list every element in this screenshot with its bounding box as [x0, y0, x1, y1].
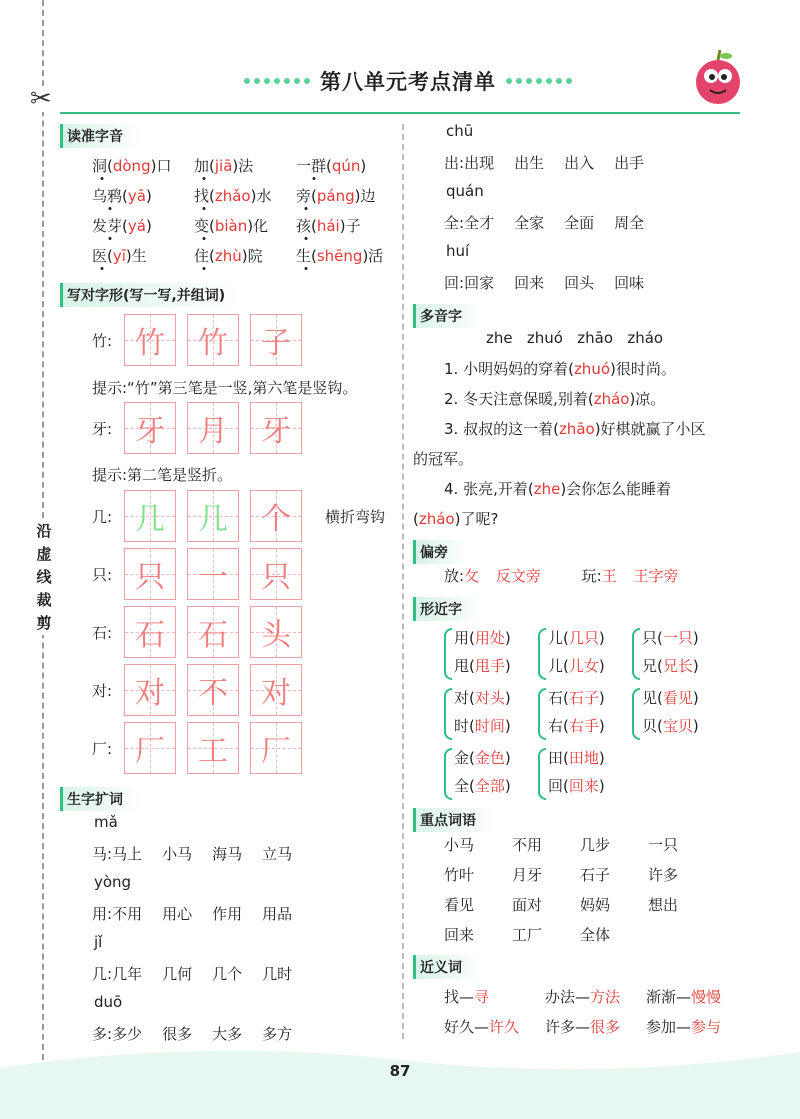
similar-word: 甩手: [474, 657, 505, 675]
writing-label: 几:: [92, 507, 113, 526]
expand-head: 出:: [444, 154, 465, 172]
expand-head: 用:: [92, 905, 113, 923]
expand-pinyin: mǎ: [94, 813, 118, 831]
expand-pinyin: huí: [446, 242, 470, 260]
similar-char: 右: [548, 717, 564, 735]
similar-line: 全(全部): [454, 777, 511, 795]
section-synonym: 近义词: [413, 955, 482, 979]
tian-grid-box: [124, 606, 176, 658]
keyword: 回来: [444, 926, 475, 944]
brace-icon: [444, 628, 452, 680]
reading-word: 一群(: [296, 157, 332, 175]
brace-icon: [538, 748, 546, 800]
cut-note: 沿虚线裁剪: [34, 520, 54, 635]
expand-head: 几:: [92, 965, 113, 983]
expand-row: [444, 272, 664, 293]
section-poly: 多音字: [413, 304, 482, 328]
synonym-pair: 渐渐—慢慢: [646, 988, 722, 1006]
apple-mascot-icon: [692, 48, 744, 108]
similar-word: 看见: [662, 689, 693, 707]
keyword-row: [444, 894, 716, 915]
reading-word: 变(: [194, 217, 215, 235]
section-radical: 偏旁: [413, 540, 468, 564]
reading-suffix: )生: [125, 247, 147, 265]
reading-suffix: )院: [241, 247, 263, 265]
reading-item: [194, 155, 296, 176]
grid-char: 一: [198, 560, 228, 595]
expand-word: 回家: [464, 274, 495, 292]
reading-suffix: )边: [354, 187, 376, 205]
expand-word: 海马: [212, 845, 243, 863]
reading-row: [92, 155, 398, 176]
grid-char: 头: [261, 618, 291, 653]
similar-word: 儿女: [568, 657, 599, 675]
tian-grid-box: [250, 314, 302, 366]
section-read: 读准字音: [60, 124, 143, 148]
poly-sentence-4: 4. 张亮,开着(zhe)会你怎么能睡着: [444, 480, 672, 498]
tian-grid-box: [124, 490, 176, 542]
brace-icon: [444, 748, 452, 800]
similar-char: 兄: [642, 657, 658, 675]
similar-pair: [454, 624, 511, 680]
similar-word: 对头: [474, 689, 505, 707]
expand-pinyin: quán: [446, 182, 484, 200]
synonym-pair: 许多—很多: [545, 1018, 621, 1036]
header-rule: [60, 112, 740, 114]
similar-word: 金色: [474, 749, 505, 767]
column-divider: [402, 124, 404, 1039]
keyword: 一只: [648, 836, 679, 854]
reading-suffix: )口: [150, 157, 172, 175]
tian-grid-box: [250, 606, 302, 658]
expand-word: 回味: [614, 274, 645, 292]
writing-label: 对:: [92, 681, 113, 700]
grid-char: 厂: [135, 734, 165, 769]
reading-pinyin: yá: [127, 217, 146, 235]
similar-word: 石子: [568, 689, 599, 707]
similar-line: 金(金色): [454, 749, 511, 767]
reading-pinyin: biàn: [214, 217, 248, 235]
grid-char: 牙: [135, 414, 165, 449]
expand-word: 几年: [112, 965, 143, 983]
similar-line: 时(时间): [454, 717, 511, 735]
grid-char: 厂: [261, 734, 291, 769]
expand-row: [444, 152, 664, 173]
expand-word: 几何: [162, 965, 193, 983]
keyword: 想出: [648, 896, 679, 914]
tian-grid-box: [250, 548, 302, 600]
tian-grid-box: [250, 664, 302, 716]
grid-char: 几: [135, 502, 165, 537]
section-write: 写对字形(写一写,并组词): [60, 283, 245, 307]
keyword: 月牙: [512, 866, 543, 884]
tian-grid-box: [187, 664, 239, 716]
similar-char: 儿: [548, 657, 564, 675]
similar-line: 贝(宝贝): [642, 717, 699, 735]
tian-grid-box: [187, 722, 239, 774]
synonym-word: 好久: [444, 1018, 475, 1036]
expand-row: [444, 212, 664, 233]
similar-line: 兄(兄长): [642, 657, 699, 675]
similar-word: 宝贝: [662, 717, 693, 735]
similar-word: 右手: [568, 717, 599, 735]
similar-word: 兄长: [662, 657, 693, 675]
writing-label: 厂:: [92, 739, 113, 758]
reading-pinyin: qún: [331, 157, 361, 175]
synonym-answer: 方法: [590, 988, 621, 1006]
synonym-row: [444, 1016, 747, 1037]
right-dots: [506, 78, 572, 84]
reading-word: 医(: [92, 247, 113, 265]
grid-char: 竹: [198, 326, 228, 361]
radical-row: 放:攵 反文旁 玩:王 王字旁: [444, 567, 679, 585]
keyword-row: [444, 834, 716, 855]
similar-pair: [642, 624, 699, 680]
synonym-answer: 寻: [474, 988, 490, 1006]
expand-pinyin: jǐ: [94, 933, 103, 951]
left-dots: [244, 78, 310, 84]
reading-word: 乌鸦(: [92, 187, 128, 205]
tian-grid-box: [124, 722, 176, 774]
reading-item: [296, 245, 398, 266]
brace-icon: [632, 628, 640, 680]
scissors-icon: ✂: [30, 84, 52, 114]
grid-char: 只: [135, 560, 165, 595]
reading-item: [296, 215, 398, 236]
section-expand: 生字扩词: [60, 787, 143, 811]
expand-head: 多:: [92, 1025, 113, 1043]
reading-row: [92, 185, 398, 206]
tian-grid-box: [250, 490, 302, 542]
poly-sentence-1: 1. 小明妈妈的穿着(zhuó)很时尚。: [444, 360, 676, 378]
reading-suffix: )活: [362, 247, 384, 265]
reading-item: [92, 185, 194, 206]
tian-grid-box: [124, 664, 176, 716]
grid-char: 工: [198, 734, 228, 769]
similar-line: 见(看见): [642, 689, 699, 707]
hint-2: 提示:第二笔是竖折。: [92, 466, 233, 484]
writing-row: [92, 606, 313, 658]
expand-word: 几个: [212, 965, 243, 983]
similar-char: 甩: [454, 657, 470, 675]
similar-pair: [642, 684, 699, 740]
reading-pinyin: dòng: [112, 157, 151, 175]
hint-1: 提示:“竹”第三笔是一竖,第六笔是竖钩。: [92, 379, 358, 397]
stroke-note: 横折弯钩: [325, 507, 386, 526]
tian-grid-box: [250, 402, 302, 454]
keyword: 许多: [648, 866, 679, 884]
similar-char: 用: [454, 629, 470, 647]
grid-char: 石: [198, 618, 228, 653]
grid-char: 月: [198, 414, 228, 449]
tian-grid-box: [124, 548, 176, 600]
reading-row: [92, 245, 398, 266]
expand-word: 回头: [564, 274, 595, 292]
expand-word: 几时: [262, 965, 293, 983]
reading-suffix: ): [145, 187, 152, 205]
similar-word: 全部: [474, 777, 505, 795]
expand-pinyin: duō: [94, 993, 123, 1011]
reading-pinyin: zhù: [214, 247, 242, 265]
reading-suffix: ): [360, 157, 367, 175]
expand-pinyin: chū: [446, 122, 474, 140]
tian-grid-box: [187, 402, 239, 454]
reading-word: 洞(: [92, 157, 113, 175]
expand-word: 周全: [614, 214, 645, 232]
expand-head: 马:: [92, 845, 113, 863]
expand-word: 不用: [112, 905, 143, 923]
writing-label: 竹:: [92, 331, 113, 350]
writing-label: 只:: [92, 565, 113, 584]
expand-word: 用心: [162, 905, 193, 923]
similar-word: 用处: [474, 629, 505, 647]
brace-icon: [538, 688, 546, 740]
grid-char: 竹: [135, 326, 165, 361]
writing-row: [92, 548, 313, 600]
page-title: 第八单元考点清单: [320, 70, 496, 94]
poly-sentence-2: 2. 冬天注意保暖,别着(zháo)凉。: [444, 390, 666, 408]
similar-line: 田(田地): [548, 749, 605, 767]
poly-sentence-3: 3. 叔叔的这一着(zhāo)好棋就赢了小区: [444, 420, 706, 438]
similar-pair: [548, 624, 605, 680]
similar-pair: [548, 684, 605, 740]
tian-grid-box: [124, 314, 176, 366]
grid-char: 石: [135, 618, 165, 653]
expand-word: 立马: [262, 845, 293, 863]
reading-suffix: )化: [247, 217, 269, 235]
expand-word: 出生: [514, 154, 545, 172]
reading-word: 找(: [194, 187, 215, 205]
reading-item: [194, 245, 296, 266]
brace-icon: [632, 688, 640, 740]
reading-pinyin: zhǎo: [214, 187, 251, 205]
similar-line: 对(对头): [454, 689, 511, 707]
tian-grid-box: [124, 402, 176, 454]
keyword: 小马: [444, 836, 475, 854]
reading-pinyin: páng: [316, 187, 355, 205]
synonym-word: 找: [444, 988, 460, 1006]
reading-word: 住(: [194, 247, 215, 265]
similar-char: 见: [642, 689, 658, 707]
reading-word: 生(: [296, 247, 317, 265]
writing-label: 石:: [92, 623, 113, 642]
writing-row: [92, 490, 385, 542]
reading-item: [92, 245, 194, 266]
keyword: 几步: [580, 836, 611, 854]
similar-char: 金: [454, 749, 470, 767]
similar-word: 田地: [568, 749, 599, 767]
grid-char: 对: [135, 676, 165, 711]
similar-line: 儿(儿女): [548, 657, 605, 675]
synonym-word: 参加: [646, 1018, 677, 1036]
reading-pinyin: hái: [316, 217, 340, 235]
similar-char: 贝: [642, 717, 658, 735]
reading-item: [296, 185, 398, 206]
expand-word: 多少: [112, 1025, 143, 1043]
expand-word: 回来: [514, 274, 545, 292]
writing-row: [92, 314, 313, 366]
poly-sentence-3b: 的冠军。: [413, 450, 474, 468]
expand-head: 回:: [444, 274, 465, 292]
synonym-word: 许多: [545, 1018, 576, 1036]
tian-grid-box: [187, 606, 239, 658]
writing-row: [92, 722, 313, 774]
similar-pair: [454, 684, 511, 740]
similar-line: 回(回来): [548, 777, 605, 795]
reading-pinyin: shēng: [316, 247, 363, 265]
synonym-pair: 好久—许久: [444, 1018, 520, 1036]
similar-line: 甩(甩手): [454, 657, 511, 675]
similar-word: 一只: [662, 629, 693, 647]
expand-pinyin: yòng: [94, 873, 132, 891]
similar-word: 时间: [474, 717, 505, 735]
keyword: 妈妈: [580, 896, 611, 914]
similar-char: 回: [548, 777, 564, 795]
similar-pair: [454, 744, 511, 800]
reading-word: 孩(: [296, 217, 317, 235]
grid-char: 对: [261, 676, 291, 711]
similar-char: 儿: [548, 629, 564, 647]
keyword: 石子: [580, 866, 611, 884]
reading-row: [92, 215, 398, 236]
similar-word: 回来: [568, 777, 599, 795]
reading-word: 旁(: [296, 187, 317, 205]
keyword: 面对: [512, 896, 543, 914]
synonym-answer: 很多: [590, 1018, 621, 1036]
poly-sentence-4b: (zháo)了呢?: [413, 510, 499, 528]
expand-row: [92, 903, 312, 924]
reading-item: [92, 155, 194, 176]
expand-word: 作用: [212, 905, 243, 923]
expand-word: 出手: [614, 154, 645, 172]
grid-char: 几: [198, 502, 228, 537]
grid-char: 个: [261, 502, 291, 537]
similar-word: 几只: [568, 629, 599, 647]
synonym-answer: 慢慢: [691, 988, 722, 1006]
reading-pinyin: jiā: [214, 157, 233, 175]
writing-label: 牙:: [92, 419, 113, 438]
expand-word: 很多: [162, 1025, 193, 1043]
expand-word: 大多: [212, 1025, 243, 1043]
keyword-row: [444, 864, 716, 885]
section-keywords: 重点词语: [413, 808, 496, 832]
reading-pinyin: yī: [112, 247, 126, 265]
synonym-answer: 参与: [691, 1018, 722, 1036]
tian-grid-box: [187, 490, 239, 542]
reading-word: 加(: [194, 157, 215, 175]
reading-suffix: )水: [250, 187, 272, 205]
reading-pinyin: yā: [127, 187, 146, 205]
expand-word: 全才: [464, 214, 495, 232]
keyword: 全体: [580, 926, 611, 944]
poly-readings: zhe zhuó zhāo zháo: [486, 329, 664, 347]
reading-suffix: ): [145, 217, 152, 235]
similar-char: 对: [454, 689, 470, 707]
synonym-pair: 参加—参与: [646, 1018, 722, 1036]
similar-char: 全: [454, 777, 470, 795]
keyword: 不用: [512, 836, 543, 854]
reading-item: [296, 155, 398, 176]
tian-grid-box: [187, 548, 239, 600]
similar-line: 用(用处): [454, 629, 511, 647]
tian-grid-box: [187, 314, 239, 366]
brace-icon: [444, 688, 452, 740]
expand-word: 出入: [564, 154, 595, 172]
synonym-pair: 办法—方法: [545, 988, 621, 1006]
reading-suffix: )法: [232, 157, 254, 175]
expand-row: [92, 843, 312, 864]
keyword: 看见: [444, 896, 475, 914]
page-number: 87: [389, 1062, 411, 1080]
similar-pair: [548, 744, 605, 800]
expand-row: [92, 963, 312, 984]
similar-char: 田: [548, 749, 564, 767]
writing-row: [92, 664, 313, 716]
synonym-word: 渐渐: [646, 988, 677, 1006]
grid-char: 只: [261, 560, 291, 595]
similar-line: 只(一只): [642, 629, 699, 647]
expand-word: 小马: [162, 845, 193, 863]
section-similar: 形近字: [413, 597, 482, 621]
grid-char: 牙: [261, 414, 291, 449]
reading-item: [92, 215, 194, 236]
similar-char: 只: [642, 629, 658, 647]
tian-grid-box: [250, 722, 302, 774]
grid-char: 子: [261, 326, 291, 361]
expand-word: 马上: [112, 845, 143, 863]
expand-word: 全家: [514, 214, 545, 232]
reading-word: 发芽(: [92, 217, 128, 235]
similar-char: 石: [548, 689, 564, 707]
keyword: 工厂: [512, 926, 543, 944]
brace-icon: [538, 628, 546, 680]
expand-word: 全面: [564, 214, 595, 232]
synonym-pair: 找—寻: [444, 988, 490, 1006]
similar-char: 时: [454, 717, 470, 735]
header: [244, 66, 572, 96]
synonym-answer: 许久: [489, 1018, 520, 1036]
similar-line: 石(石子): [548, 689, 605, 707]
expand-word: 多方: [262, 1025, 293, 1043]
similar-line: 儿(几只): [548, 629, 605, 647]
expand-head: 全:: [444, 214, 465, 232]
grid-char: 不: [198, 676, 228, 711]
similar-line: 右(右手): [548, 717, 605, 735]
synonym-row: [444, 986, 747, 1007]
expand-word: 用品: [262, 905, 293, 923]
keyword: 竹叶: [444, 866, 475, 884]
reading-item: [194, 185, 296, 206]
synonym-word: 办法: [545, 988, 576, 1006]
reading-suffix: )子: [339, 217, 361, 235]
reading-item: [194, 215, 296, 236]
writing-row: [92, 402, 313, 454]
expand-word: 出现: [464, 154, 495, 172]
keyword-row: [444, 924, 648, 945]
